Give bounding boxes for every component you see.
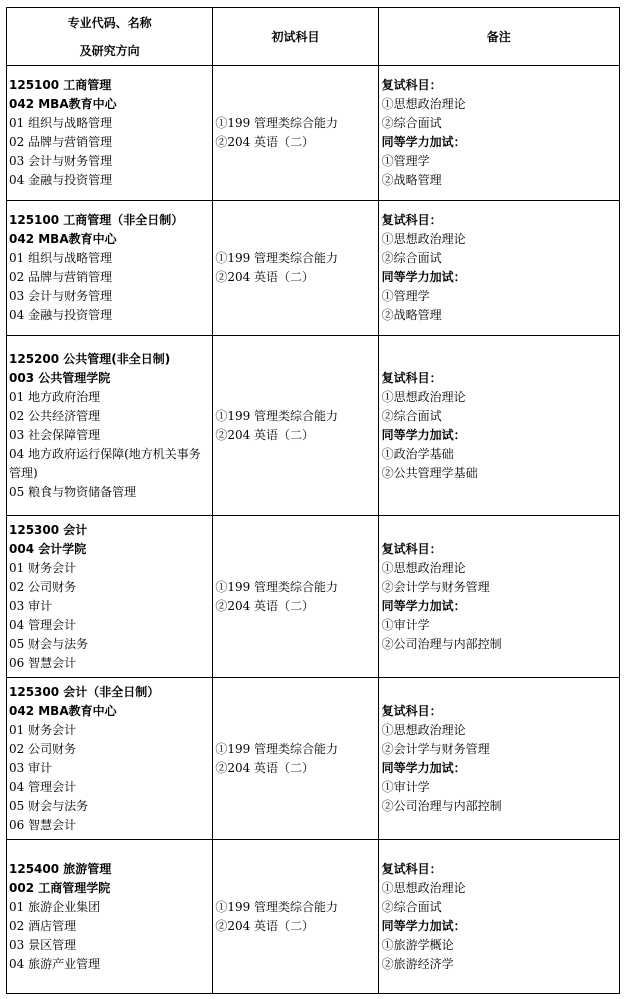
retest-subject: ②会计学与财务管理 — [381, 741, 490, 756]
table-row — [7, 66, 620, 201]
exam-subject: ②204 英语（二） — [215, 270, 315, 284]
retest-title: 复试科目： — [381, 703, 442, 718]
research-direction: 01 财务会计 — [9, 560, 77, 575]
research-direction: 05 财会与法务 — [9, 636, 89, 651]
extra-exam-subject: ①管理学 — [381, 289, 430, 303]
major-cell — [7, 516, 213, 678]
retest-subject: ②综合面试 — [381, 251, 442, 265]
department-name: 002 工商管理学院 — [9, 880, 111, 895]
major-cell — [7, 678, 213, 840]
retest-subject: ①思想政治理论 — [381, 560, 466, 575]
major-cell — [7, 66, 213, 201]
table-row — [7, 516, 620, 678]
header-row — [7, 8, 620, 66]
header-exams: 初试科目 — [213, 8, 378, 66]
retest-subject: ②会计学与财务管理 — [381, 579, 490, 594]
research-direction: 06 智慧会计 — [9, 817, 77, 832]
extra-exam-subject: ①政治学基础 — [381, 446, 454, 461]
extra-exam-title: 同等学力加试： — [381, 427, 466, 442]
notes-cell — [378, 840, 619, 994]
header-notes: 备注 — [378, 8, 619, 66]
notes-cell — [378, 516, 619, 678]
notes-cell — [378, 678, 619, 840]
research-direction: 04 管理会计 — [9, 617, 77, 632]
extra-exam-subject: ②战略管理 — [381, 308, 442, 322]
department-name: 042 MBA教育中心 — [9, 232, 117, 246]
research-direction: 01 组织与战略管理 — [9, 116, 113, 130]
extra-exam-subject: ①审计学 — [381, 779, 430, 794]
retest-title: 复试科目： — [381, 541, 442, 556]
research-direction: 03 审计 — [9, 598, 53, 613]
research-direction: 04 地方政府运行保障(地方机关事务管理) — [9, 446, 201, 480]
header-major-line1: 专业代码、名称 — [67, 15, 152, 30]
exam-subject: ①199 管理类综合能力 — [215, 579, 339, 594]
retest-subject: ②综合面试 — [381, 899, 442, 914]
extra-exam-subject: ①审计学 — [381, 617, 430, 632]
header-major — [7, 8, 213, 66]
research-direction: 03 景区管理 — [9, 937, 77, 952]
research-direction: 02 酒店管理 — [9, 918, 77, 933]
retest-title: 复试科目： — [381, 78, 442, 92]
retest-title: 复试科目： — [381, 213, 442, 227]
extra-exam-subject: ②公司治理与内部控制 — [381, 636, 502, 651]
extra-exam-title: 同等学力加试： — [381, 760, 466, 775]
exam-cell — [213, 66, 378, 201]
retest-subject: ②综合面试 — [381, 116, 442, 130]
exam-cell — [213, 678, 378, 840]
major-name: 125200 公共管理(非全日制) — [9, 351, 171, 366]
table-row — [7, 840, 620, 994]
exam-subject: ②204 英语（二） — [215, 918, 315, 933]
extra-exam-subject: ②战略管理 — [381, 173, 442, 187]
extra-exam-subject: ②公司治理与内部控制 — [381, 798, 502, 813]
research-direction: 03 审计 — [9, 760, 53, 775]
research-direction: 04 金融与投资管理 — [9, 173, 113, 187]
extra-exam-subject: ①旅游学概论 — [381, 937, 454, 952]
retest-subject: ①思想政治理论 — [381, 722, 466, 737]
header-major-line2: 及研究方向 — [79, 43, 140, 58]
research-direction: 02 公司财务 — [9, 741, 77, 756]
research-direction: 01 财务会计 — [9, 722, 77, 737]
notes-cell — [378, 336, 619, 516]
research-direction: 02 公司财务 — [9, 579, 77, 594]
department-name: 042 MBA教育中心 — [9, 703, 117, 718]
major-name: 125100 工商管理 — [9, 78, 112, 92]
exam-subject: ②204 英语（二） — [215, 760, 315, 775]
retest-subject: ①思想政治理论 — [381, 880, 466, 895]
major-name: 125300 会计 — [9, 522, 88, 537]
department-name: 003 公共管理学院 — [9, 370, 111, 385]
exam-subject: ①199 管理类综合能力 — [215, 408, 339, 423]
table-row — [7, 336, 620, 516]
major-cell — [7, 336, 213, 516]
extra-exam-title: 同等学力加试： — [381, 598, 466, 613]
retest-subject: ①思想政治理论 — [381, 232, 466, 246]
extra-exam-title: 同等学力加试： — [381, 270, 466, 284]
exam-subject: ①199 管理类综合能力 — [215, 251, 339, 265]
department-name: 004 会计学院 — [9, 541, 87, 556]
exam-subject: ①199 管理类综合能力 — [215, 116, 339, 130]
exam-subject: ②204 英语（二） — [215, 427, 315, 442]
exam-subject: ①199 管理类综合能力 — [215, 741, 339, 756]
research-direction: 01 组织与战略管理 — [9, 251, 113, 265]
exam-cell — [213, 516, 378, 678]
table-row — [7, 678, 620, 840]
retest-subject: ②综合面试 — [381, 408, 442, 423]
retest-subject: ①思想政治理论 — [381, 389, 466, 404]
exam-subject: ②204 英语（二） — [215, 598, 315, 613]
research-direction: 06 智慧会计 — [9, 655, 77, 670]
research-direction: 02 公共经济管理 — [9, 408, 101, 423]
research-direction: 02 品牌与营销管理 — [9, 135, 113, 149]
retest-subject: ①思想政治理论 — [381, 97, 466, 111]
research-direction: 04 旅游产业管理 — [9, 956, 101, 971]
exam-cell — [213, 840, 378, 994]
extra-exam-subject: ②旅游经济学 — [381, 956, 454, 971]
research-direction: 03 社会保障管理 — [9, 427, 101, 442]
major-cell — [7, 201, 213, 336]
notes-cell — [378, 66, 619, 201]
major-name: 125100 工商管理（非全日制） — [9, 213, 184, 227]
extra-exam-title: 同等学力加试： — [381, 918, 466, 933]
research-direction: 05 财会与法务 — [9, 798, 89, 813]
research-direction: 02 品牌与营销管理 — [9, 270, 113, 284]
extra-exam-subject: ②公共管理学基础 — [381, 465, 478, 480]
research-direction: 04 金融与投资管理 — [9, 308, 113, 322]
department-name: 042 MBA教育中心 — [9, 97, 117, 111]
research-direction: 03 会计与财务管理 — [9, 289, 113, 303]
exam-cell — [213, 336, 378, 516]
table-row — [7, 201, 620, 336]
research-direction: 04 管理会计 — [9, 779, 77, 794]
major-name: 125300 会计（非全日制） — [9, 684, 160, 699]
extra-exam-title: 同等学力加试： — [381, 135, 466, 149]
admissions-table — [6, 7, 620, 994]
exam-cell — [213, 201, 378, 336]
major-name: 125400 旅游管理 — [9, 861, 112, 876]
extra-exam-subject: ①管理学 — [381, 154, 430, 168]
retest-title: 复试科目： — [381, 861, 442, 876]
major-cell — [7, 840, 213, 994]
research-direction: 01 旅游企业集团 — [9, 899, 101, 914]
exam-subject: ②204 英语（二） — [215, 135, 315, 149]
exam-subject: ①199 管理类综合能力 — [215, 899, 339, 914]
research-direction: 01 地方政府治理 — [9, 389, 101, 404]
retest-title: 复试科目： — [381, 370, 442, 385]
research-direction: 05 粮食与物资储备管理 — [9, 484, 137, 499]
notes-cell — [378, 201, 619, 336]
research-direction: 03 会计与财务管理 — [9, 154, 113, 168]
